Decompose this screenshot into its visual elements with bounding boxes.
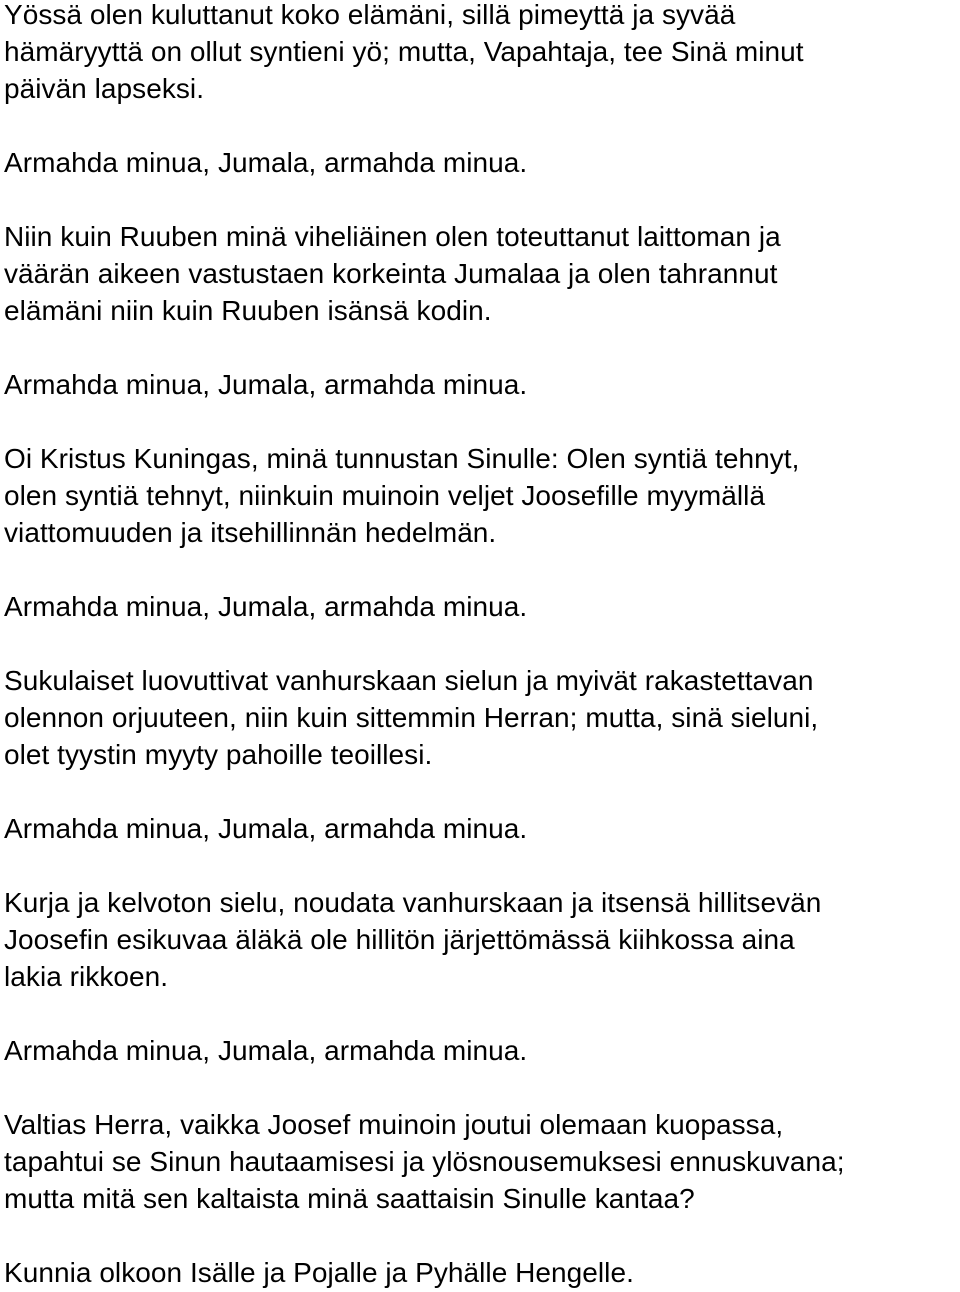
text-line: Oi Kristus Kuningas, minä tunnustan Sinulle: Olen syntiä tehnyt, (4, 443, 800, 474)
text-line: Kurja ja kelvoton sielu, noudata vanhurskaan ja itsensä hillitsevän (4, 887, 822, 918)
text-line: väärän aikeen vastustaen korkeinta Jumalaa ja olen tahrannut (4, 258, 778, 289)
text-line: Armahda minua, Jumala, armahda minua. (4, 591, 528, 622)
refrain (4, 810, 956, 847)
text-line: Sukulaiset luovuttivat vanhurskaan sielun ja myivät rakastettavan (4, 665, 814, 696)
text-line: hämäryyttä on ollut syntieni yö; mutta, Vapahtaja, tee Sinä minut (4, 36, 804, 67)
doxology (4, 1254, 956, 1291)
paragraph-5 (4, 884, 956, 995)
refrain (4, 1032, 956, 1069)
paragraph-4 (4, 662, 956, 773)
text-line: olen syntiä tehnyt, niinkuin muinoin veljet Joosefille myymällä (4, 480, 766, 511)
text-line: Armahda minua, Jumala, armahda minua. (4, 1035, 528, 1066)
text-line: tapahtui se Sinun hautaamisesi ja ylösnousemuksesi ennuskuvana; (4, 1146, 845, 1177)
text-line: Joosefin esikuvaa äläkä ole hillitön järjettömässä kiihkossa aina (4, 924, 795, 955)
paragraph-1 (4, 0, 956, 107)
text-line: lakia rikkoen. (4, 961, 169, 992)
text-line: elämäni niin kuin Ruuben isänsä kodin. (4, 295, 492, 326)
text-line: Valtias Herra, vaikka Joosef muinoin joutui olemaan kuopassa, (4, 1109, 784, 1140)
refrain (4, 366, 956, 403)
text-line: olet tyystin myyty pahoille teoillesi. (4, 739, 433, 770)
paragraph-2 (4, 218, 956, 329)
text-line: päivän lapseksi. (4, 73, 205, 104)
paragraph-6 (4, 1106, 956, 1217)
refrain (4, 144, 956, 181)
text-line: Yössä olen kuluttanut koko elämäni, sillä pimeyttä ja syvää (4, 0, 736, 30)
text-line: Armahda minua, Jumala, armahda minua. (4, 813, 528, 844)
paragraph-3 (4, 440, 956, 551)
text-line: viattomuuden ja itsehillinnän hedelmän. (4, 517, 497, 548)
text-line: mutta mitä sen kaltaista minä saattaisin Sinulle kantaa? (4, 1183, 695, 1214)
text-line: Kunnia olkoon Isälle ja Pojalle ja Pyhälle Hengelle. (4, 1257, 634, 1288)
refrain (4, 588, 956, 625)
document-page (4, 0, 956, 1291)
text-line: olennon orjuuteen, niin kuin sittemmin Herran; mutta, sinä sieluni, (4, 702, 819, 733)
text-line: Niin kuin Ruuben minä viheliäinen olen toteuttanut laittoman ja (4, 221, 781, 252)
text-line: Armahda minua, Jumala, armahda minua. (4, 369, 528, 400)
text-line: Armahda minua, Jumala, armahda minua. (4, 147, 528, 178)
